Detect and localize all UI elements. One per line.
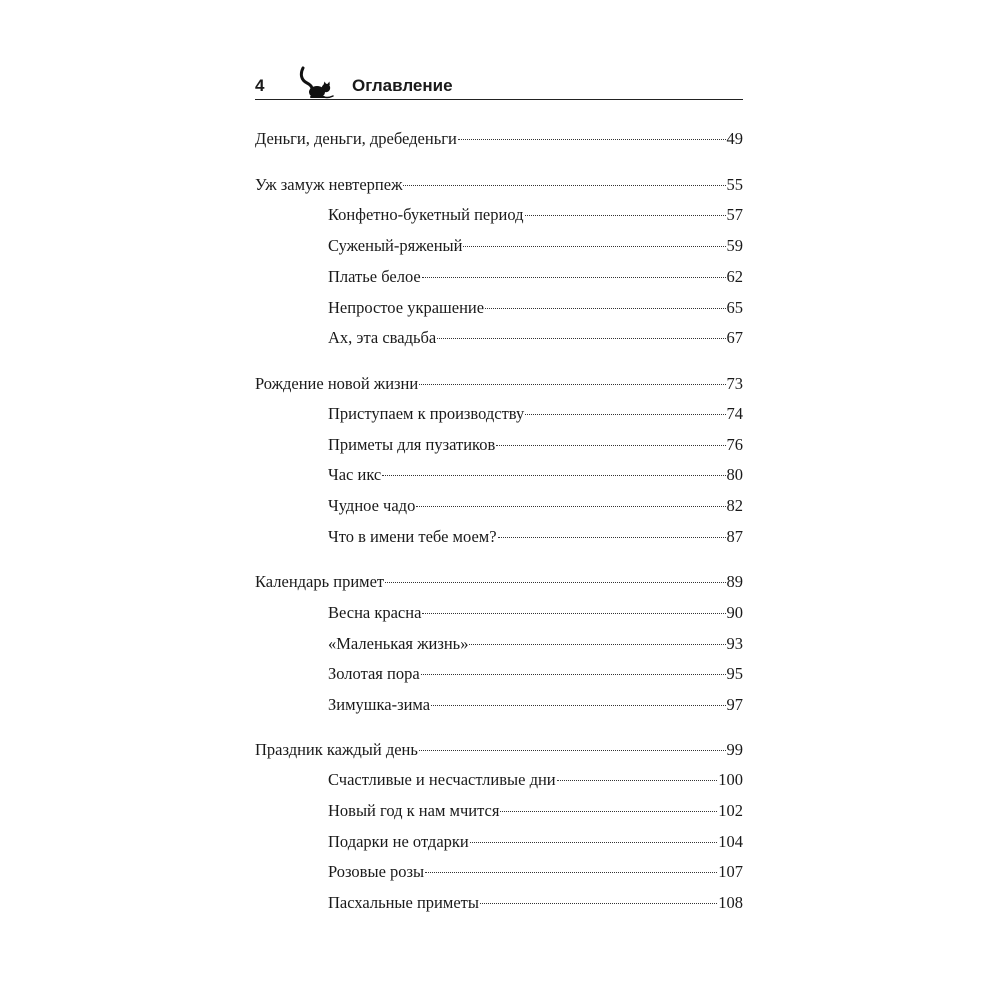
toc-entry bbox=[328, 769, 743, 791]
dot-leader bbox=[458, 139, 726, 140]
toc-entry bbox=[255, 571, 743, 593]
dot-leader bbox=[421, 674, 726, 675]
toc-entry-page: 62 bbox=[726, 267, 743, 286]
running-header bbox=[255, 66, 743, 100]
dot-leader bbox=[525, 414, 725, 415]
toc-entry-title: Пасхальные приметы bbox=[328, 893, 479, 912]
dot-leader bbox=[525, 215, 726, 216]
dot-leader bbox=[496, 445, 725, 446]
toc-entry bbox=[328, 694, 743, 716]
dot-leader bbox=[480, 903, 717, 904]
toc-entry-page: 55 bbox=[726, 175, 743, 194]
toc-entry-page: 49 bbox=[726, 129, 743, 148]
toc-entry-page: 95 bbox=[726, 664, 743, 683]
toc-entry bbox=[328, 434, 743, 456]
toc-entry-title: Непростое украшение bbox=[328, 298, 485, 317]
dot-leader bbox=[425, 872, 717, 873]
dot-leader bbox=[437, 338, 725, 339]
cat-silhouette-icon bbox=[295, 66, 343, 100]
dot-leader bbox=[470, 842, 718, 843]
toc-entry bbox=[255, 739, 743, 761]
toc-entry bbox=[328, 204, 743, 226]
toc-entry bbox=[328, 495, 743, 517]
toc-entry-title: Праздник каждый день bbox=[255, 740, 418, 759]
dot-leader bbox=[463, 246, 725, 247]
toc-entry-page: 59 bbox=[726, 236, 743, 255]
toc-entry-page: 108 bbox=[718, 893, 743, 912]
toc-entry-page: 93 bbox=[726, 634, 743, 653]
toc-entry-title: Календарь примет bbox=[255, 572, 385, 591]
toc-entry-page: 57 bbox=[726, 205, 743, 224]
dot-leader bbox=[403, 185, 725, 186]
toc-entry-page: 73 bbox=[726, 374, 743, 393]
dot-leader bbox=[422, 613, 725, 614]
toc-entry-page: 102 bbox=[718, 801, 743, 820]
dot-leader bbox=[431, 705, 725, 706]
toc-entry-page: 67 bbox=[726, 328, 743, 347]
toc-entry-page: 107 bbox=[718, 862, 743, 881]
toc-entry-page: 65 bbox=[726, 298, 743, 317]
dot-leader bbox=[419, 750, 726, 751]
dot-leader bbox=[498, 537, 726, 538]
toc-entry-title: Час икс bbox=[328, 465, 382, 484]
toc-entry-title: Новый год к нам мчится bbox=[328, 801, 500, 820]
toc-entry bbox=[255, 373, 743, 395]
toc-entry-title: «Маленькая жизнь» bbox=[328, 634, 469, 653]
toc-entry-page: 82 bbox=[726, 496, 743, 515]
toc-entry bbox=[328, 297, 743, 319]
toc-entry-page: 99 bbox=[726, 740, 743, 759]
dot-leader bbox=[419, 384, 725, 385]
toc-entry-page: 89 bbox=[726, 572, 743, 591]
toc-entry bbox=[328, 235, 743, 257]
toc-entry-page: 97 bbox=[726, 695, 743, 714]
toc-entry bbox=[328, 602, 743, 624]
header-title: Оглавление bbox=[352, 76, 453, 95]
toc-entry-title: Уж замуж невтерпеж bbox=[255, 175, 403, 194]
toc-entry-title: Розовые розы bbox=[328, 862, 425, 881]
toc-entry-page: 104 bbox=[718, 832, 743, 851]
toc-entry bbox=[328, 861, 743, 883]
toc-entry bbox=[328, 892, 743, 914]
toc-entry-title: Подарки не отдарки bbox=[328, 832, 469, 851]
toc-entry-title: Счастливые и несчастливые дни bbox=[328, 770, 556, 789]
toc-entry bbox=[255, 174, 743, 196]
toc-entry-page: 100 bbox=[718, 770, 743, 789]
toc-entry-title: Ах, эта свадьба bbox=[328, 328, 437, 347]
toc-entry-title: Весна красна bbox=[328, 603, 422, 622]
dot-leader bbox=[557, 780, 718, 781]
toc-entry bbox=[255, 128, 743, 150]
toc-entry bbox=[328, 526, 743, 548]
toc-entry bbox=[328, 663, 743, 685]
toc-entry bbox=[328, 633, 743, 655]
dot-leader bbox=[485, 308, 725, 309]
dot-leader bbox=[469, 644, 725, 645]
toc-entry-page: 80 bbox=[726, 465, 743, 484]
toc-entry-title: Деньги, деньги, дребеденьги bbox=[255, 129, 457, 148]
toc-entry-title: Золотая пора bbox=[328, 664, 420, 683]
toc-entry-title: Чудное чадо bbox=[328, 496, 416, 515]
dot-leader bbox=[382, 475, 725, 476]
toc-entry-title: Приступаем к производству bbox=[328, 404, 525, 423]
toc-entry-page: 87 bbox=[726, 527, 743, 546]
toc-entry-page: 74 bbox=[726, 404, 743, 423]
toc-entry-title: Зимушка-зима bbox=[328, 695, 431, 714]
header-divider bbox=[255, 99, 743, 100]
dot-leader bbox=[500, 811, 717, 812]
toc-entry-title: Приметы для пузатиков bbox=[328, 435, 496, 454]
toc-entry bbox=[328, 800, 743, 822]
toc-entry-title: Суженый-ряженый bbox=[328, 236, 463, 255]
dot-leader bbox=[385, 582, 725, 583]
toc-entry bbox=[328, 464, 743, 486]
dot-leader bbox=[422, 277, 726, 278]
toc-entry bbox=[328, 831, 743, 853]
toc-entry-title: Что в имени тебе моем? bbox=[328, 527, 497, 546]
toc-entry-page: 90 bbox=[726, 603, 743, 622]
toc-entry bbox=[328, 403, 743, 425]
toc-entry-page: 76 bbox=[726, 435, 743, 454]
dot-leader bbox=[416, 506, 725, 507]
toc-entry bbox=[328, 266, 743, 288]
page-number: 4 bbox=[255, 76, 265, 95]
toc-entry-title: Платье белое bbox=[328, 267, 421, 286]
toc-entry-title: Рождение новой жизни bbox=[255, 374, 419, 393]
toc-entry bbox=[328, 327, 743, 349]
toc-entry-title: Конфетно-букетный период bbox=[328, 205, 524, 224]
